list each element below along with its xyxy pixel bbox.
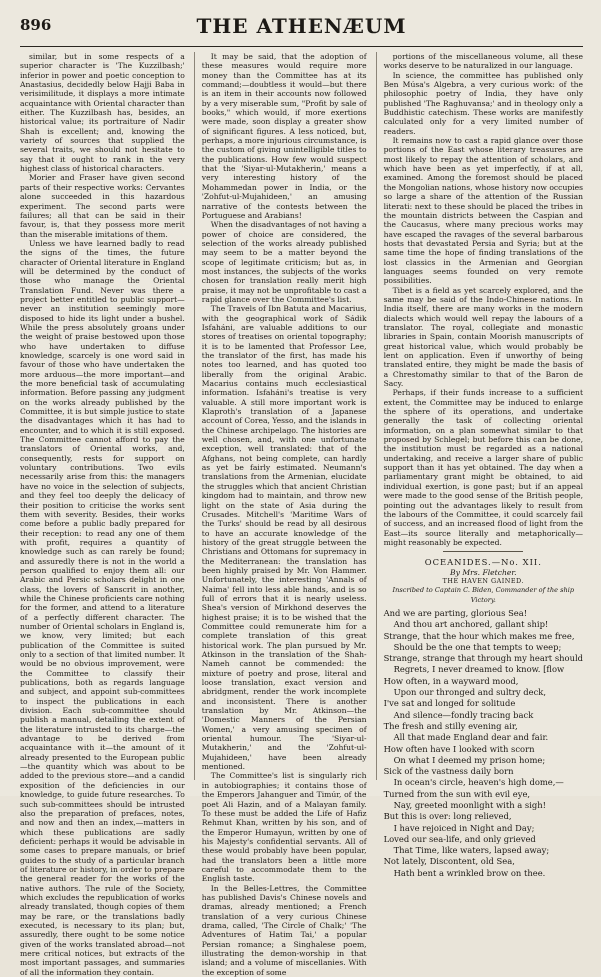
poem-line: Strange, strange that through my heart should: [383, 653, 584, 664]
poem-subtitle: THE HAVEN GAINED.: [442, 576, 524, 585]
poem-line: Upon our thronged and sultry deck,: [393, 687, 547, 698]
paragraph: Tibet is a field as yet scarcely explored, and the same may be said of the Indo-Chinese nations. In India itself, there are many works in the modern dialects which would well repay the labours of a translator. The royal, collegiate and monastic libraries in Spain, contain Moorish manuscripts of great historical value, which would probably be lent on application. Even if unworthy of being translated entire, they might be made the basis of a Chrestomathy similar to that of the Baron de Sacy.: [383, 285, 584, 389]
poem-line: Not lately, Discontent, old Sea,: [383, 856, 515, 867]
poem-line: The fresh and stilly evening air,: [383, 720, 518, 731]
poem-line: Regrets, I never dreamed to know. [flow: [393, 664, 565, 675]
paragraph: similar, but in some respects of a superior character is 'The Kuzzilbash;' inferior in power and poetic conception to Anastasius, decidedly below Hajji Baba in verisimilitude, it displays a more intimate acquaintance with Oriental character than either. The Kuzzilbash has, besides, an historical value; its portraiture of Nadir Shah is excellent; and, knowing the variety of sources that supplied the several traits, we should not hesitate to say that it ought to rank in the very highest class of historical characters.: [20, 52, 185, 174]
paragraph: When the disadvantages of not having a power of choice are considered, the selection of the works already published may seem to be a matter beyond the scope of legitimate criticism; but as, in most instances, the subjects of the works chosen for translation really merit high praise, it may not be unprofitable to cast a rapid glance over the Committee's list.: [201, 220, 367, 304]
paragraph: portions of the miscellaneous volume, all these works deserve to be naturalized in our language.: [383, 52, 584, 71]
paragraph: It remains now to cast a rapid glance over those portions of the East whose literary treasures are most likely to repay the attention of scholars, and which have been as yet imperfectly, if at all, examined. Among the foremost should be placed the Mongolian nations, whose history now occupies so large a share of the attention of the Russian literati: next to these should be placed the tribes in the mountain districts between the Caspian and the Caucasus, where many precious works may have escaped the ravages of the several barbarous hosts that devastated Persia and Syria; but at the same time the hope of finding translations of the lost classics in the Armenian and Georgian languages seems founded on very remote possibilities.: [383, 136, 584, 286]
masthead: [20, 14, 583, 44]
poem-line: Loved our sea-life, and only grieved: [383, 833, 536, 844]
poem-line: I have rejoiced in Night and Day;: [393, 822, 535, 833]
poem-lines: [384, 608, 583, 879]
paragraph: The Committee's list is singularly rich in autobiographies; it contains those of the Emperors Jahanguer and Timúr, of the poet Ali Hazin, and of a Malayan family. To these must be added the Life of Hafiz Rehmut Khan, written by his son, and of the Emperor Humayun, written by one of his Majesty's confidential servants. All of these would probably have been popular, had the translators been a little more careful to accommodate them to the English taste.: [201, 771, 367, 884]
poem-line: Strange, that the hour which makes me free,: [383, 630, 575, 641]
poem-line: How often have I looked with scorn: [383, 743, 535, 754]
poem: [384, 558, 583, 879]
poem-line: In ocean's circle, heaven's high dome,—: [393, 777, 564, 788]
publication-title: THE ATHENÆUM: [196, 14, 407, 38]
page-number: 896: [20, 16, 52, 34]
paragraph: Unless we have learned badly to read the signs of the times, the future character of Oriental literature in England will be determined by the conduct of those who manage the Oriental Translation Fund. Never was there a project better entitled to public support—never an institution seemingly more disposed to hide its light under a bushel. While the press absolutely groans under the weight of praise bestowed upon those who have undertaken to diffuse knowledge, scarcely is one word said in favour of those who have undertaken the more arduous—the more important—and the more beneficial task of accumulating information. Before passing any judgment on the works already published by the Committee, it is but simple justice to state the disadvantages which it has had to encounter, and to which it is still exposed. The Committee cannot afford to pay the translators of Oriental works, and, consequently, rests for support on voluntary contributions. Two evils necessarily arise from this: the managers have no voice in the selection of subjects, and they feel too deeply the delicacy of their position to criticise the works sent them with severity. Besides, their works come before a public badly prepared for their reception: to read any one of them with profit, requires a quantity of knowledge such as can rarely be found; and assuredly there is not in the world a person qualified to enjoy them all: our Arabic and Persic scholars delight in one class, the lovers of Sanscrit in another, while the Chinese proficients care nothing for the former, and attend to a literature of a perfectly different character. The number of Oriental scholars in England is, we know, very limited; but each publication of the Committee is suited only to a section of that limited number. It would be no obvious improvement, were the Committee to classify their publications, both as regards language and subject, and appoint sub-committees to inspect the publications in each division. Each sub-committee should publish a manual, detailing the extent of the literature intrusted to its charge—the advantage to be derived from acquaintance with it—the amount of it already presented to the European public—the quantity which was about to be added to the previous store—and a candid exposition of the deficiencies in our knowledge, to guide future researches. To such sub-committees should be intrusted also the preparation of prefaces, notes, and now and then an index,—matters in which these publications are sadly deficient: perhaps it would be advisable in some cases to prepare manuals, or brief guides to the study of a particular branch of literature or history, in order to prepare the general reader for the works of the native authors. The rule of the Society, which excludes the republication of works already translated, though copies of them may be rare, or the translations badly executed, is necessary to its plan; but, assuredly, there ought to be some notice given of the works translated abroad—not mere critical notices, but extracts of the most important passages, and summaries of all the information they contain.: [20, 238, 185, 977]
poem-line: Sick of the vastness daily born: [383, 766, 514, 777]
paragraph: Morier and Fraser have given second parts of their respective works: Cervantes alone succeeded in this hazardous experiment. The second parts were failures; all that can be said in their favour, is, that they possess more merit than the miserable imitations of them.: [20, 173, 185, 239]
poem-line: On what I deemed my prison home;: [393, 754, 546, 765]
poem-line: Should be the one that tempts to weep;: [393, 641, 562, 652]
section-divider: [443, 551, 523, 552]
paragraph: In science, the committee has published only Ben Músa's Algebra, a very curious work: of the philosophic poetry of India, they have only published 'The Raghuvansa;' and in theology only a Buddhistic catechism. These works are manifestly calculated only for a very limited number of readers.: [383, 70, 584, 136]
paragraph: Perhaps, if their funds increase to a sufficient extent, the Committee may be induced to enlarge the sphere of its operations, and undertake generally the task of collecting oriental information, on a plan somewhat similar to that proposed by Schlegel; but before this can be done, the institution must be regarded as a national undertaking, and receive a larger share of public support than it has yet obtained. The day when a parliamentary grant might be obtained, to aid individual exertion, is gone past; but if an appeal were made to the good sense of the British people, pointing out the advantages likely to result from the labours of the Committee, it could scarcely fail of success, and an increased flood of light from the East—its source literally and metaphorically—might reasonably be expected.: [383, 388, 584, 547]
poem-line: Hath bent a wrinkled brow on thee.: [393, 867, 546, 878]
poem-author: By Mrs. Fletcher.: [450, 567, 517, 577]
poem-dedication: Inscribed to Captain C. Biden, Commander of the ship Victory.: [392, 586, 575, 604]
paragraph: The Travels of Ibn Batuta and Macarius, with the geographical work of Sádik Isfaháni, are valuable additions to our stores of treatises on oriental topography; it is to be lamented that Professor Lee, the translator of the first, has made his notes too learned, and has quoted too liberally from the original Arabic. Macarius contains much ecclesiastical information. Isfaháni's treatise is very valuable. A still more important work is Klaproth's translation of a Japanese account of Corea, Yesso, and the islands in the Chinese archipelago. The histories are well chosen, and, with one unfortunate exception, well translated: that of the Afghans, not being complete, can hardly as yet be fairly estimated. Neumann's translations from the Armenian, elucidate the struggles which that ancient Christian kingdom had to maintain, and throw new light on the state of Asia during the Crusades. Mitchell's 'Maritime Wars of the Turks' should be read by all desirous to have an accurate knowledge of the history of the great struggle between the Christians and Ottomans for supremacy in the Mediterranean: the translation has been highly praised by Mr. Von Hammer. Unfortunately, the interesting 'Annals of Naima' fell into less able hands, and is so full of errors that it is nearly useless. Shea's version of Mirkhond deserves the highest praise; it is to be wished that the Committee could remunerate him for a complete translation of this great historical work. The plan pursued by Mr. Atkinson in the translation of the Shah-Nameh cannot be commended: the mixture of poetry and prose, literal and loose translation, exact version and abridgment, render the work incomplete and inconsistent. There is another translation by Mr. Atkinson—the 'Domestic Manners of the Persian Women,' a very amusing specimen of oriental humour. The 'Siyar-ul-Mutakherin,' and the 'Zohfut-ul-Mujahideen,' have been already mentioned.: [201, 304, 367, 772]
column-1: [20, 52, 185, 977]
poem-line: That Time, like waters, lapsed away;: [393, 845, 550, 856]
poem-line: All that made England dear and fair.: [393, 732, 549, 743]
poem-line: But this is over: long relieved,: [383, 811, 512, 822]
text-columns: [20, 52, 584, 977]
column-3: [376, 52, 584, 878]
column-2: [194, 52, 367, 977]
poem-line: Nay, greeted moonlight with a sigh!: [393, 799, 547, 810]
poem-heading: OCEANIDES.—No. XII.: [424, 557, 542, 568]
poem-line: How often, in a wayward mood,: [383, 675, 519, 686]
column-3-paragraphs: [384, 52, 583, 547]
paragraph: It may be said, that the adoption of these measures would require more money than the Committee has at its command;—doubtless it would—but there is an item in their accounts now followed by a very miserable sum, "Profit by sale of books," which would, if more exertions were made, soon display a greater show of significant figures. A less noticed, but, perhaps, a more injurious circumstance, is the custom of giving unintelligible titles to the publications. How few would suspect that the 'Siyar-ul-Mutakherin,' means a very interesting history of the Mohammedan power in India, or the 'Zohfut-ul-Mujahideen,' an amusing narrative of the contests between the Portuguese and Arabians!: [201, 52, 367, 220]
poem-line: And we are parting, glorious Sea!: [383, 607, 528, 618]
poem-line: And thou art anchored, gallant ship!: [393, 619, 549, 630]
poem-line: Turned from the sun with evil eye,: [383, 788, 531, 799]
paragraph: In the Belles-Lettres, the Committee has published Davis's Chinese novels and dramas, already mentioned; a French translation of a very curious Chinese drama, called, 'The Circle of Chalk;' 'The Adventures of Hatim Tai,' a popular Persian romance; a Singhalese poem, illustrating the demon-worship in that island; and a volume of miscellanies. With the exception of some: [201, 883, 367, 977]
poem-line: And silence—fondly tracing back: [393, 709, 534, 720]
masthead-rule: [20, 46, 583, 47]
poem-line: I've sat and longed for solitude: [383, 698, 516, 709]
